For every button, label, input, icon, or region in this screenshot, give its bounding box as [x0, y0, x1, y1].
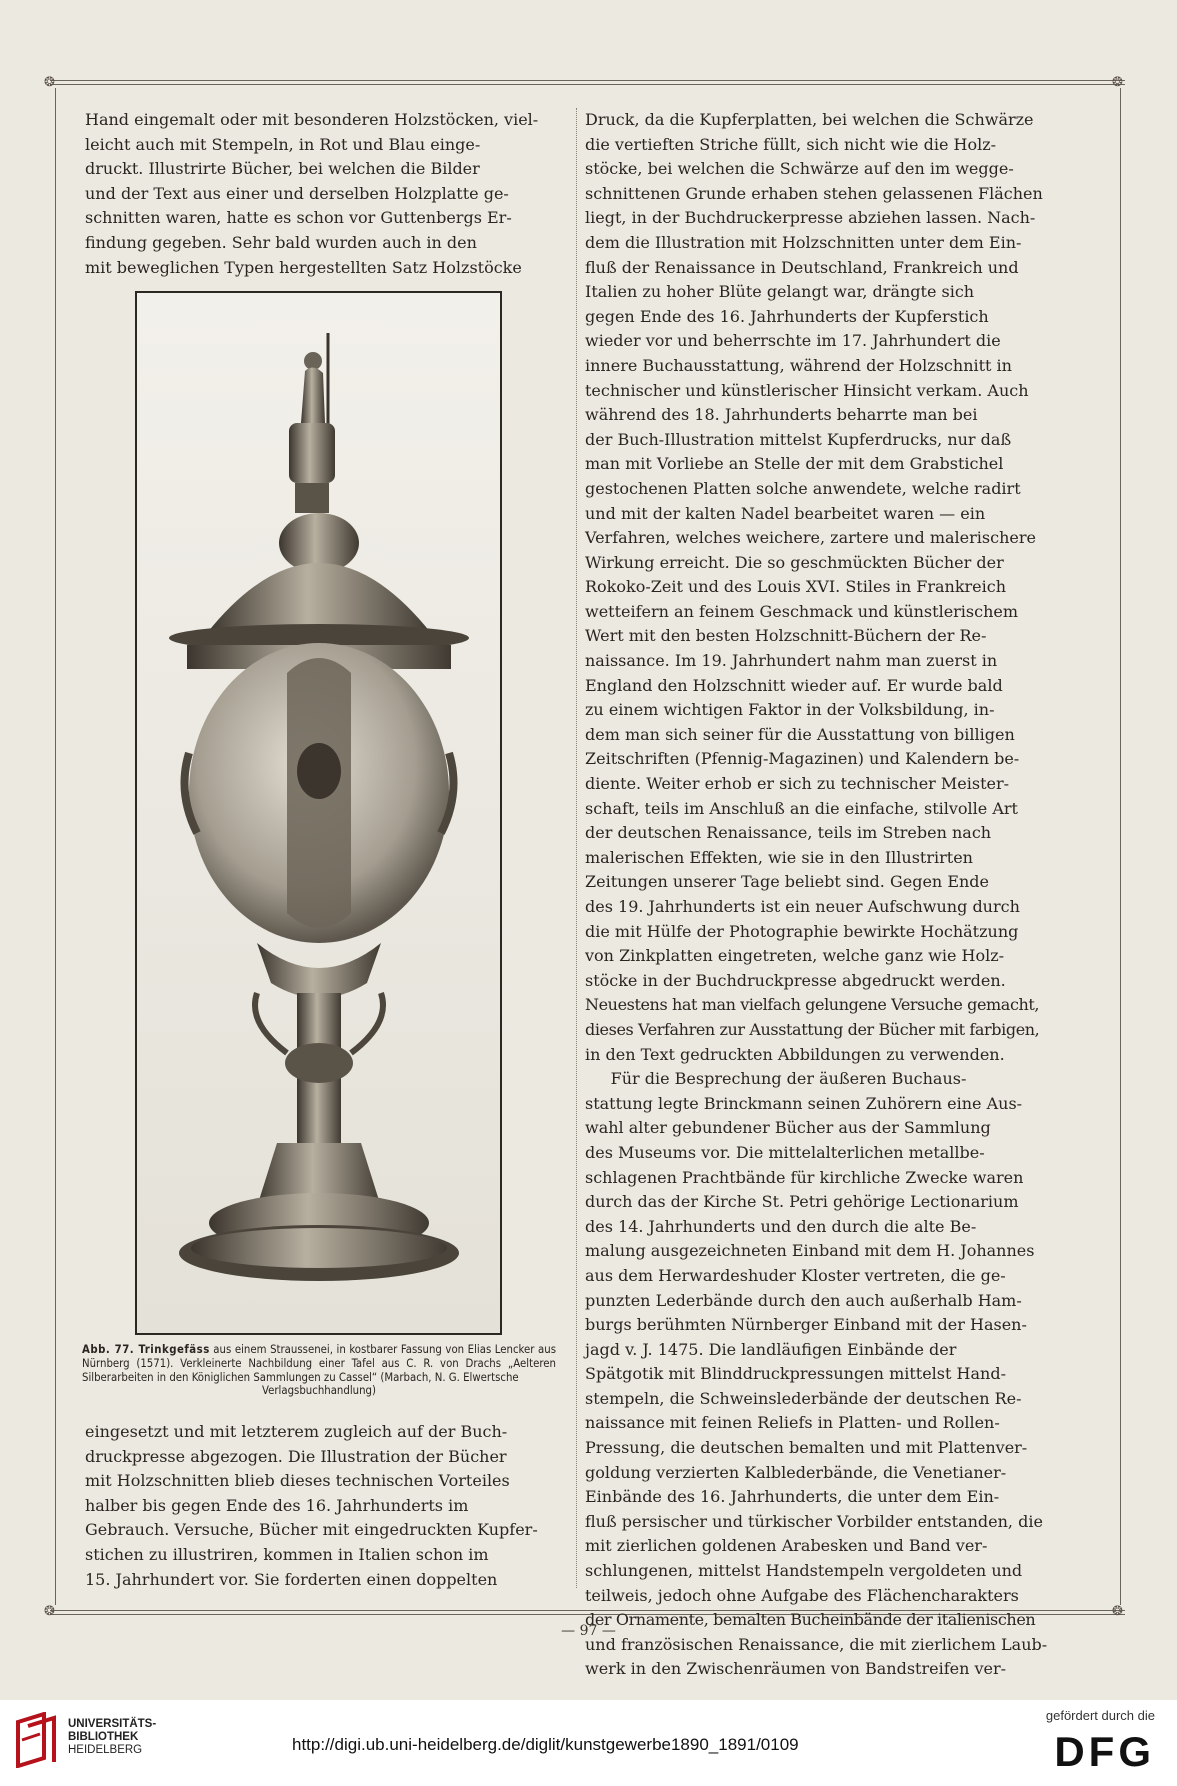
text-line: Spätgotik mit Blinddruckpressungen mittelst Hand-	[585, 1364, 1006, 1384]
text-line: die vertieften Striche füllt, sich nicht wie die Holz-	[585, 134, 997, 154]
text-line: diente. Weiter erhob er sich zu technischer Meister-	[585, 774, 1010, 794]
text-line: findung gegeben. Sehr bald wurden auch in den	[85, 232, 477, 252]
text-line: eingesetzt und mit letzterem zugleich auf der Buch-	[85, 1422, 508, 1441]
text-line: mit zierlichen goldenen Arabesken und Band ver-	[585, 1536, 988, 1556]
text-line: Rokoko-Zeit und des Louis XVI. Stiles in Frankreich	[585, 577, 1007, 597]
text-line: und mit der kalten Nadel bearbeitet waren — ein	[585, 503, 986, 523]
dfg-logo[interactable]: DFG	[1054, 1728, 1155, 1775]
text-line: Zeitungen unserer Tage beliebt sind. Gegen Ende	[585, 872, 990, 892]
text-line: Druck, da die Kupferplatten, bei welchen die Schwärze	[585, 110, 1034, 129]
left-column-top-text	[85, 108, 557, 280]
caption-label: Abb. 77. Trinkgefäss	[82, 1343, 210, 1356]
figure-caption	[82, 1343, 556, 1398]
text-line: teilweis, jedoch ohne Aufgabe des Flächencharakters	[585, 1585, 1019, 1605]
permalink-url[interactable]: http://digi.ub.uni-heidelberg.de/diglit/kunstgewerbe1890_1891/0109	[292, 1735, 799, 1754]
text-line: der Ornamente, bemalten Bucheinbände der italienischen	[585, 1610, 1036, 1630]
text-line: jagd v. J. 1475. Die landläufigen Einbände der	[585, 1339, 957, 1359]
text-line: des Museums vor. Die mittelalterlichen metallbe-	[585, 1142, 985, 1162]
corner-ornament-icon: ❂	[1112, 75, 1123, 90]
text-line: halber bis gegen Ende des 16. Jahrhunderts im	[85, 1495, 469, 1515]
text-line: in den Text gedruckten Abbildungen zu verwenden.	[585, 1044, 1005, 1064]
caption-last-line: Verlagsbuchhandlung)	[262, 1384, 376, 1398]
university-library-name[interactable]	[68, 1718, 156, 1757]
text-line: gegen Ende des 16. Jahrhunderts der Kupferstich	[585, 306, 989, 326]
text-line: druckpresse abgezogen. Die Illustration der Bücher	[85, 1446, 507, 1466]
text-line: während des 18. Jahrhunderts beharrte man bei	[585, 405, 978, 425]
text-line: zu einem wichtigen Faktor in der Volksbildung, in-	[585, 700, 995, 720]
library-name-line: HEIDELBERG	[68, 1744, 143, 1756]
column-divider	[576, 108, 577, 1588]
text-line: Zeitschriften (Pfennig-Magazinen) und Kalendern be-	[585, 749, 1020, 769]
text-line: stempeln, die Schweinslederbände der deutschen Re-	[585, 1388, 1022, 1408]
page-number: — 97 —	[561, 1623, 616, 1639]
corner-ornament-icon: ❂	[44, 75, 55, 90]
right-column-text	[585, 108, 1065, 1682]
text-line: fluß persischer und türkischer Vorbilder entstanden, die	[585, 1511, 1043, 1531]
text-line: gestochenen Platten solche anwendete, welche radirt	[585, 478, 1021, 498]
goblet-figure	[135, 291, 502, 1335]
text-line: schlagenen Prachtbände für kirchliche Zwecke waren	[585, 1167, 1024, 1187]
text-line: des 19. Jahrhunderts ist ein neuer Aufschwung durch	[585, 897, 1020, 916]
text-line: goldung verzierten Kalblederbände, die Venetianer-	[585, 1462, 1007, 1482]
text-line: wieder vor und beherrschte im 17. Jahrhundert die	[585, 331, 1001, 351]
text-line: wetteifern an feinem Geschmack und künstlerischem	[585, 601, 1019, 621]
left-frame-line	[55, 88, 56, 1605]
text-line: und der Text aus einer und derselben Holzplatte ge-	[85, 183, 509, 203]
footer-bar	[0, 1700, 1177, 1786]
text-line: Italien zu hoher Blüte gelangt war, drängte sich	[585, 282, 975, 302]
library-name-line: UNIVERSITÄTS-	[68, 1718, 157, 1730]
text-line: stichen zu illustriren, kommen in Italien schon im	[85, 1544, 489, 1564]
right-frame-line	[1120, 88, 1121, 1605]
text-line: Hand eingemalt oder mit besonderen Holzstöcken, viel-	[85, 110, 539, 129]
text-line: punzten Lederbände durch den auch außerhalb Ham-	[585, 1290, 1022, 1310]
text-line: schlungenen, mittelst Handstempeln vergoldeten und	[585, 1561, 1023, 1581]
text-line: naissance. Im 19. Jahrhundert nahm man zuerst in	[585, 651, 998, 671]
text-line: Gebrauch. Versuche, Bücher mit eingedruckten Kupfer-	[85, 1520, 538, 1540]
text-line: England den Holzschnitt wieder auf. Er wurde bald	[585, 675, 1003, 695]
text-line: wahl alter gebundener Bücher aus der Sammlung	[585, 1118, 991, 1138]
university-library-logo-icon[interactable]	[14, 1712, 60, 1768]
text-line: dem man sich seiner für die Ausstattung von billigen	[585, 724, 1015, 744]
text-line: schnitten waren, hatte es schon vor Guttenbergs Er-	[85, 208, 512, 228]
corner-ornament-icon: ❂	[44, 1604, 55, 1619]
text-line: und französischen Renaissance, die mit zierlichem Laub-	[585, 1634, 1048, 1654]
corner-ornament-icon: ❂	[1112, 1604, 1123, 1619]
text-line: leicht auch mit Stempeln, in Rot und Blau einge-	[85, 134, 481, 154]
funding-label: gefördert durch die	[1045, 1708, 1155, 1723]
text-line: dieses Verfahren zur Ausstattung der Bücher mit farbigen,	[585, 1019, 1040, 1039]
text-line: naissance mit feinen Reliefs in Platten- und Rollen-	[585, 1413, 1000, 1433]
text-line: malung ausgezeichneten Einband mit dem H. Johannes	[585, 1241, 1035, 1261]
text-line: Einbände des 16. Jahrhunderts, die unter dem Ein-	[585, 1487, 1000, 1507]
left-column-bottom-text	[85, 1420, 557, 1592]
text-line: Verfahren, welches weichere, zartere und malerischere	[585, 528, 1036, 548]
text-line: 15. Jahrhundert vor. Sie forderten einen doppelten	[85, 1569, 498, 1589]
text-line: von Zinkplatten eingetreten, welche ganz wie Holz-	[585, 946, 1005, 966]
text-line: aus dem Herwardeshuder Kloster vertreten, die ge-	[585, 1265, 1006, 1285]
text-line: Für die Besprechung der äußeren Buchaus-	[610, 1069, 967, 1089]
top-frame-line	[50, 80, 1125, 85]
text-line: mit beweglichen Typen hergestellten Satz Holzstöcke	[85, 257, 522, 277]
text-line: der deutschen Renaissance, teils im Streben nach	[585, 823, 992, 843]
text-line: stattung legte Brinckmann seinen Zuhörern eine Aus-	[585, 1093, 1023, 1113]
text-line: der Buch-Illustration mittelst Kupferdrucks, nur daß	[585, 429, 1012, 449]
text-line: schnittenen Grunde erhaben stehen gelassenen Flächen	[585, 183, 1043, 203]
text-line: liegt, in der Buchdruckerpresse abziehen lassen. Nach-	[585, 208, 1036, 228]
text-line: man mit Vorliebe an Stelle der mit dem Grabstichel	[585, 454, 1004, 474]
text-line: burgs berühmten Nürnberger Einband mit der Hasen-	[585, 1315, 1027, 1335]
text-line: druckt. Illustrirte Bücher, bei welchen die Bilder	[85, 159, 480, 179]
text-line: malerischen Effekten, wie sie in den Illustrirten	[585, 847, 973, 867]
text-line: innere Buchausstattung, während der Holzschnitt in	[585, 355, 1012, 375]
text-line: Neuestens hat man vielfach gelungene Versuche gemacht,	[585, 995, 1040, 1015]
text-line: werk in den Zwischenräumen von Bandstreifen ver-	[585, 1659, 1007, 1679]
caption-text: aus einem Straussenei, in kostbarer Fassung von Elias Lencker aus Nürnberg (1571). Verkleinerte Nachbildung einer Tafel aus C. R. von Drachs „Aelteren Silberarbeiten in den Königlichen Sammlungen zu Cassel“ (Marbach, N. G. Elwertsche	[82, 1343, 556, 1384]
text-line: schaft, teils im Anschluß an die einfache, stilvolle Art	[585, 798, 1018, 818]
text-line: Wert mit den besten Holzschnitt-Büchern der Re-	[585, 626, 987, 646]
text-line: technischer und künstlerischer Hinsicht verkam. Auch	[585, 380, 1029, 400]
text-line: durch das der Kirche St. Petri gehörige Lectionarium	[585, 1192, 1019, 1212]
goblet-illustration	[137, 293, 500, 1333]
text-line: des 14. Jahrhunderts und den durch die alte Be-	[585, 1216, 977, 1236]
text-line: Wirkung erreicht. Die so geschmückten Bücher der	[585, 552, 1004, 572]
text-line: stöcke in der Buchdruckpresse abgedruckt werden.	[585, 970, 1006, 990]
text-line: mit Holzschnitten blieb dieses technischen Vorteiles	[85, 1471, 510, 1491]
library-name-line: BIBLIOTHEK	[68, 1731, 139, 1743]
text-line: fluß der Renaissance in Deutschland, Frankreich und	[585, 257, 1019, 277]
text-line: Pressung, die deutschen bemalten und mit Plattenver-	[585, 1438, 1028, 1458]
text-line: die mit Hülfe der Photographie bewirkte Hochätzung	[585, 921, 1019, 941]
text-line: stöcke, bei welchen die Schwärze auf den im wegge-	[585, 159, 1014, 179]
text-line: dem die Illustration mit Holzschnitten unter dem Ein-	[585, 232, 1022, 252]
